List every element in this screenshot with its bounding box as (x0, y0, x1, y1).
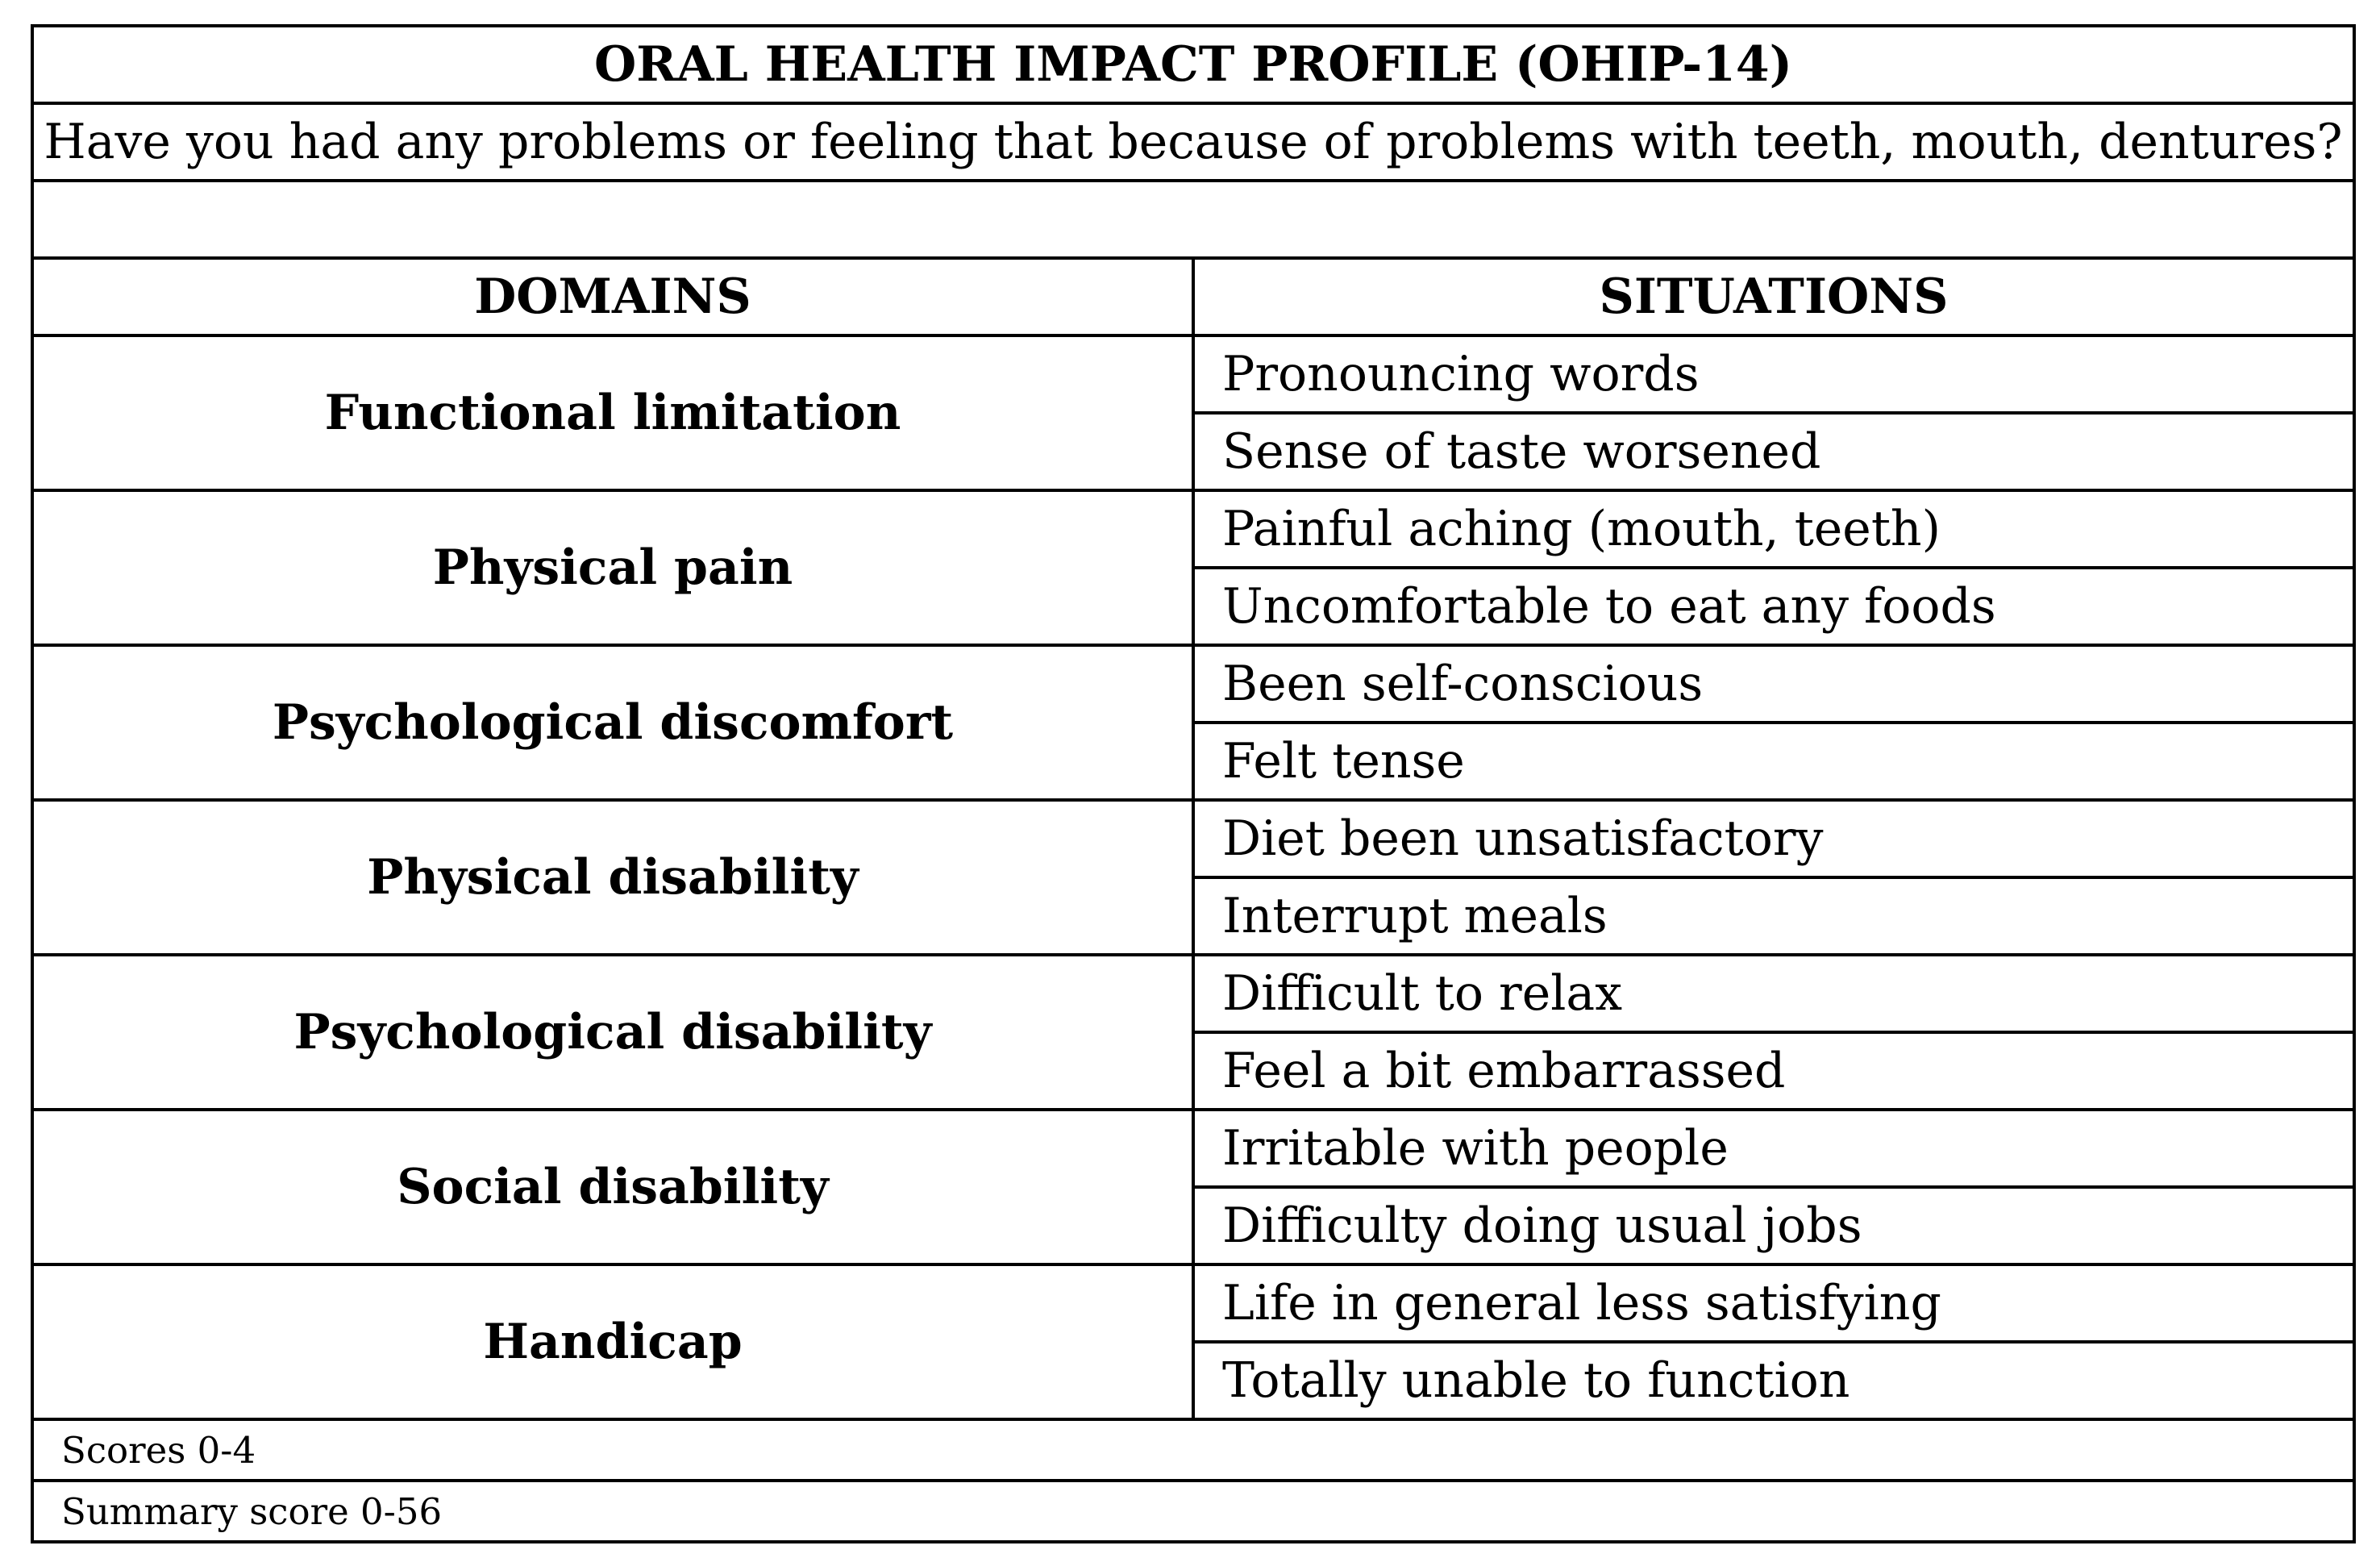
domain-physical-disability: Physical disability (32, 800, 1193, 955)
header-row (32, 258, 2354, 335)
situation-item: Pronouncing words (1193, 335, 2354, 413)
question-row (32, 103, 2354, 181)
situation-item: Totally unable to function (1193, 1342, 2354, 1419)
table-row (32, 1264, 2354, 1342)
empty-cell (32, 181, 2354, 258)
table-row (32, 490, 2354, 568)
situation-item: Painful aching (mouth, teeth) (1193, 490, 2354, 568)
situation-item: Irritable with people (1193, 1110, 2354, 1187)
situation-item: Felt tense (1193, 723, 2354, 800)
table-row (32, 335, 2354, 413)
title-row (32, 26, 2354, 103)
situation-item: Diet been unsatisfactory (1193, 800, 2354, 877)
situations-header: SITUATIONS (1193, 258, 2354, 335)
footer-row (32, 1419, 2354, 1481)
situation-item: Interrupt meals (1193, 877, 2354, 955)
situation-item: Difficult to relax (1193, 955, 2354, 1032)
situation-item: Life in general less satisfying (1193, 1264, 2354, 1342)
situation-item: Feel a bit embarrassed (1193, 1032, 2354, 1110)
table-row (32, 645, 2354, 723)
situation-item: Been self-conscious (1193, 645, 2354, 723)
situation-item: Sense of taste worsened (1193, 413, 2354, 490)
domains-header: DOMAINS (32, 258, 1193, 335)
domain-physical-pain: Physical pain (32, 490, 1193, 645)
domain-psychological-discomfort: Psychological discomfort (32, 645, 1193, 800)
table-row (32, 1110, 2354, 1187)
table-row (32, 800, 2354, 877)
scores-note: Scores 0-4 (32, 1419, 2354, 1481)
situation-item: Difficulty doing usual jobs (1193, 1187, 2354, 1264)
ohip-14-table (31, 24, 2356, 1543)
domain-functional-limitation: Functional limitation (32, 335, 1193, 490)
summary-score-note: Summary score 0-56 (32, 1481, 2354, 1542)
domain-social-disability: Social disability (32, 1110, 1193, 1264)
table-question: Have you had any problems or feeling that because of problems with teeth, mouth, dentures? (32, 103, 2354, 181)
footer-row (32, 1481, 2354, 1542)
table-row (32, 955, 2354, 1032)
empty-row (32, 181, 2354, 258)
domain-psychological-disability: Psychological disability (32, 955, 1193, 1110)
domain-handicap: Handicap (32, 1264, 1193, 1419)
table-title: ORAL HEALTH IMPACT PROFILE (OHIP-14) (32, 26, 2354, 103)
situation-item: Uncomfortable to eat any foods (1193, 568, 2354, 645)
